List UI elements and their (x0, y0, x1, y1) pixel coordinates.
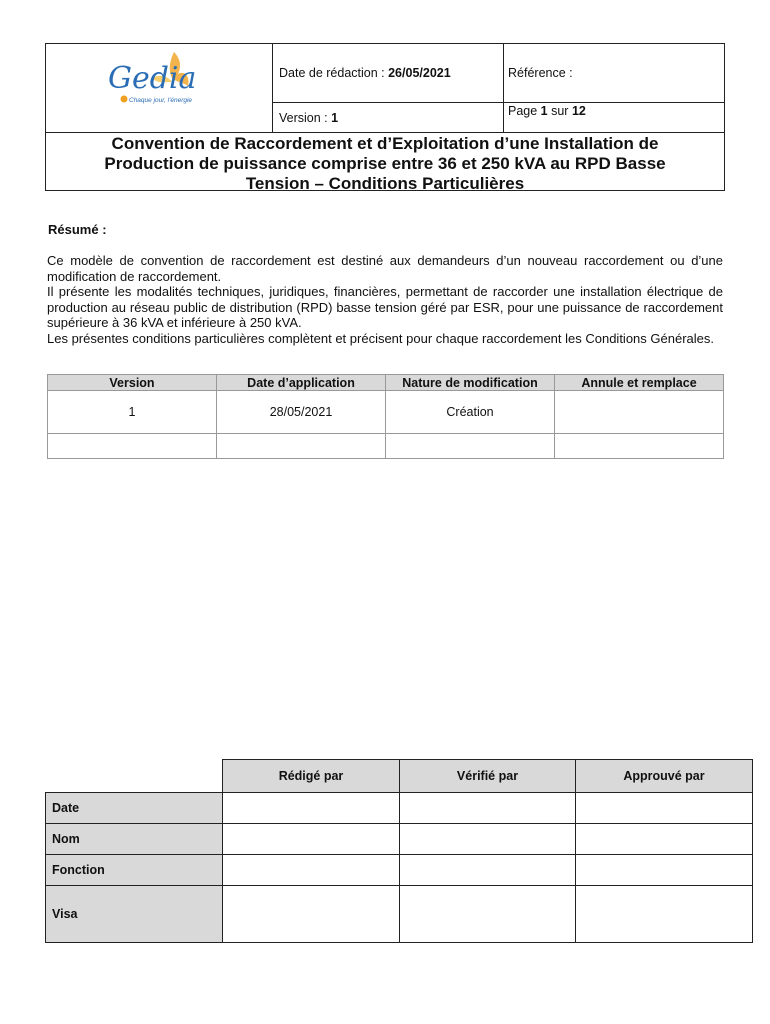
signature-row-fonction: Fonction (46, 855, 753, 886)
col-date-application: Date d’application (217, 375, 386, 391)
logo-text: Gedia (108, 61, 197, 96)
version-label: Version : (279, 111, 332, 125)
logo-cell (46, 44, 273, 132)
logo-tagline: Chaque jour, l'énergie (129, 97, 193, 104)
document-header (45, 43, 725, 191)
table-row: 1 28/05/2021 Création (48, 391, 724, 434)
version-value: 1 (331, 111, 339, 125)
signature-header-row (46, 760, 753, 793)
col-nature-modification: Nature de modification (386, 375, 555, 391)
resume-paragraph-3: Les présentes conditions particulières complètent et précisent pour chaque raccordement les Conditions Générales. (47, 331, 714, 346)
col-approuve-par: Approuvé par (576, 760, 753, 793)
resume-heading: Résumé : (48, 222, 107, 237)
date-value: 26/05/2021 (388, 66, 451, 80)
signature-table (45, 759, 753, 943)
reference-label: Référence : (508, 66, 573, 80)
version-info (279, 111, 338, 125)
signature-row-visa: Visa (46, 886, 753, 943)
signature-row-date: Date (46, 793, 753, 824)
resume-paragraph-2: Il présente les modalités techniques, juridiques, financières, permettant de raccorder une installation électrique de production au réseau public de distribution (RPD) basse tension géré par ESR, pour une puissance de raccordement supérieure à 36 kVA et inférieure à 250 kVA. (47, 284, 723, 330)
page-total: 12 (571, 104, 586, 118)
version-table (47, 374, 724, 459)
col-verifie-par: Vérifié par (400, 760, 576, 793)
redaction-date (279, 66, 451, 80)
col-annule-remplace: Annule et remplace (555, 375, 724, 391)
resume-paragraph-1: Ce modèle de convention de raccordement est destiné aux demandeurs d’un nouveau raccordement ou d’une modification de raccordement. (47, 253, 723, 284)
col-version: Version (48, 375, 217, 391)
signature-row-nom: Nom (46, 824, 753, 855)
document-title: Convention de Raccordement et d’Exploitation d’une Installation de Production de puissance comprise entre 36 et 250 kVA au RPD Basse Tension – Conditions Particulières (104, 134, 666, 193)
table-row (48, 434, 724, 459)
gedia-logo (102, 48, 222, 118)
date-label: Date de rédaction : (279, 66, 389, 80)
version-table-header (48, 375, 724, 391)
page-current: 1 (540, 104, 548, 118)
col-redige-par: Rédigé par (223, 760, 400, 793)
page-info: Page 1 sur 12 (508, 104, 586, 118)
